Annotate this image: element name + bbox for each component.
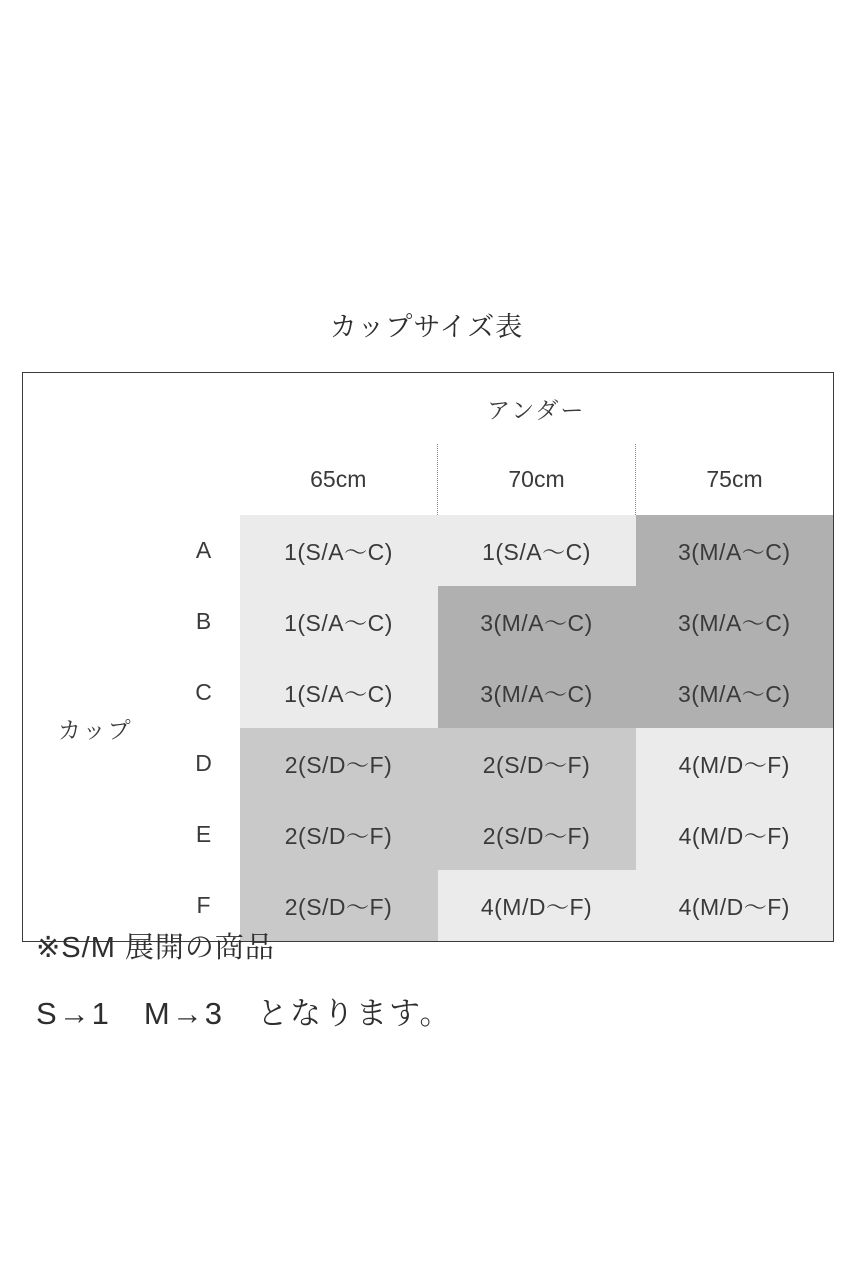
cell-c-65: 1(S/A〜C) — [240, 657, 438, 728]
cup-letter-a: A — [195, 537, 212, 563]
cell-d-75: 4(M/D〜F) — [636, 728, 834, 799]
cup-letter-d: D — [195, 750, 212, 776]
table-header-row-under — [23, 373, 834, 445]
cup-letter-c: C — [195, 679, 212, 705]
cell-f-75: 4(M/D〜F) — [636, 870, 834, 942]
cell-e-75: 4(M/D〜F) — [636, 799, 834, 870]
note-line-2: S→1 M→3 となります。 — [36, 996, 453, 1031]
table-row — [23, 515, 834, 586]
cell-d-65: 2(S/D〜F) — [240, 728, 438, 799]
row-group-label-cup: カップ — [57, 716, 133, 743]
cup-size-table-wrapper — [22, 372, 834, 942]
header-under-70: 70cm — [438, 444, 636, 515]
cup-size-table — [22, 372, 834, 942]
cup-letter-e: E — [195, 821, 212, 847]
header-under-65: 65cm — [310, 466, 367, 492]
note-line-1: ※S/M 展開の商品 — [36, 932, 275, 964]
header-corner-blank-2 — [23, 444, 240, 515]
cell-a-65: 1(S/A〜C) — [240, 515, 438, 586]
cup-letter-f: F — [196, 892, 211, 918]
cell-a-70: 1(S/A〜C) — [438, 515, 636, 586]
cell-a-75: 3(M/A〜C) — [636, 515, 834, 586]
header-corner-blank — [23, 373, 240, 445]
cell-c-70: 3(M/A〜C) — [438, 657, 636, 728]
cell-b-70: 3(M/A〜C) — [438, 586, 636, 657]
notes-block — [36, 925, 826, 1055]
cell-b-65: 1(S/A〜C) — [240, 586, 438, 657]
cell-e-65: 2(S/D〜F) — [240, 799, 438, 870]
cup-letter-b: B — [195, 608, 212, 634]
cell-c-75: 3(M/A〜C) — [636, 657, 834, 728]
header-under-75: 75cm — [636, 444, 834, 515]
cell-b-75: 3(M/A〜C) — [636, 586, 834, 657]
table-header-row-sizes — [23, 444, 834, 515]
cell-f-65: 2(S/D〜F) — [240, 870, 438, 942]
cell-d-70: 2(S/D〜F) — [438, 728, 636, 799]
header-under-label: アンダー — [487, 397, 586, 423]
cell-e-70: 2(S/D〜F) — [438, 799, 636, 870]
cell-f-70: 4(M/D〜F) — [438, 870, 636, 942]
page-title: カップサイズ表 — [329, 312, 524, 342]
